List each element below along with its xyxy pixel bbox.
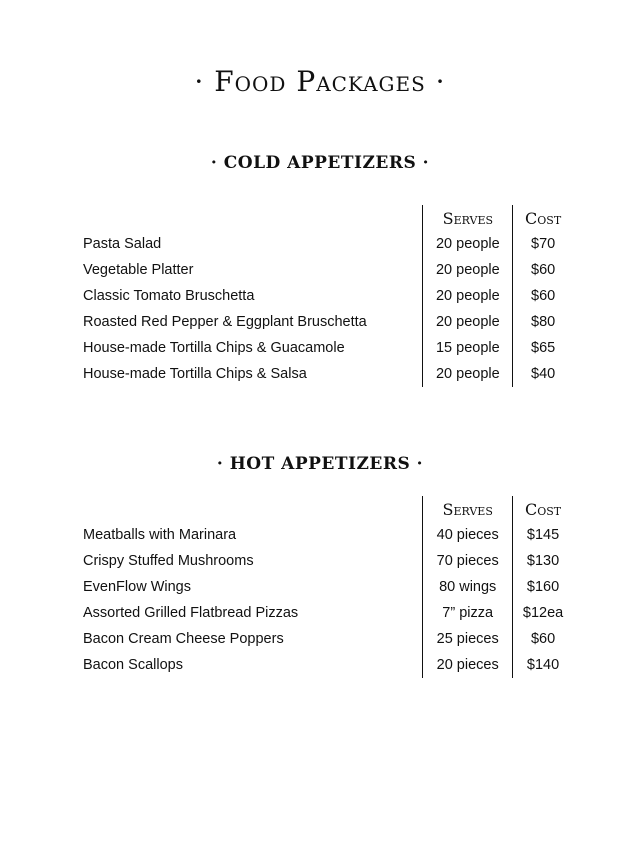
item-serves: 7” pizza	[423, 600, 513, 626]
table-row	[83, 574, 573, 600]
item-name: House-made Tortilla Chips & Guacamole	[83, 340, 345, 356]
item-name: Assorted Grilled Flatbread Pizzas	[83, 605, 299, 621]
table-row	[83, 361, 573, 387]
item-cost: $70	[513, 231, 573, 257]
item-serves: 20 people	[423, 257, 513, 283]
item-cost: $130	[513, 548, 573, 574]
table-row	[83, 522, 573, 548]
cold-appetizers-table	[83, 205, 573, 387]
item-column-header	[83, 496, 423, 522]
table-row	[83, 257, 573, 283]
item-cost: $60	[513, 626, 573, 652]
item-name: Meatballs with Marinara	[83, 527, 237, 543]
item-name: Vegetable Platter	[83, 262, 194, 278]
item-serves: 20 people	[423, 309, 513, 335]
item-cost: $60	[513, 257, 573, 283]
table-row	[83, 652, 573, 678]
table-row	[83, 309, 573, 335]
item-serves: 20 people	[423, 231, 513, 257]
item-serves: 80 wings	[423, 574, 513, 600]
item-name: Classic Tomato Bruschetta	[83, 288, 255, 304]
page-title: · Food Packages ·	[194, 65, 446, 98]
item-serves: 20 people	[423, 283, 513, 309]
item-name: Bacon Cream Cheese Poppers	[83, 631, 284, 647]
item-serves: 20 pieces	[423, 652, 513, 678]
item-cost: $80	[513, 309, 573, 335]
table-row	[83, 600, 573, 626]
table-row	[83, 626, 573, 652]
item-serves: 25 pieces	[423, 626, 513, 652]
item-name: EvenFlow Wings	[83, 579, 191, 595]
cost-column-header: Cost	[513, 496, 573, 522]
serves-column-header: Serves	[423, 496, 513, 522]
hot-appetizers-table	[83, 496, 573, 678]
item-cost: $145	[513, 522, 573, 548]
item-name: House-made Tortilla Chips & Salsa	[83, 366, 307, 382]
table-row	[83, 548, 573, 574]
item-serves: 15 people	[423, 335, 513, 361]
item-name: Bacon Scallops	[83, 657, 183, 673]
item-cost: $40	[513, 361, 573, 387]
item-name: Roasted Red Pepper & Eggplant Bruschetta	[83, 314, 367, 330]
item-name: Pasta Salad	[83, 236, 162, 252]
section-title-cold: · COLD APPETIZERS ·	[210, 153, 430, 173]
table-row	[83, 231, 573, 257]
table-header-row	[83, 496, 573, 522]
item-serves: 40 pieces	[423, 522, 513, 548]
section-title-hot: · HOT APPETIZERS ·	[216, 454, 424, 474]
item-name: Crispy Stuffed Mushrooms	[83, 553, 254, 569]
serves-column-header: Serves	[423, 205, 513, 231]
item-cost: $140	[513, 652, 573, 678]
item-serves: 70 pieces	[423, 548, 513, 574]
cost-column-header: Cost	[513, 205, 573, 231]
item-column-header	[83, 205, 423, 231]
item-cost: $60	[513, 283, 573, 309]
table-row	[83, 335, 573, 361]
item-cost: $160	[513, 574, 573, 600]
item-cost: $12ea	[513, 600, 573, 626]
table-header-row	[83, 205, 573, 231]
item-serves: 20 people	[423, 361, 513, 387]
item-cost: $65	[513, 335, 573, 361]
table-row	[83, 283, 573, 309]
